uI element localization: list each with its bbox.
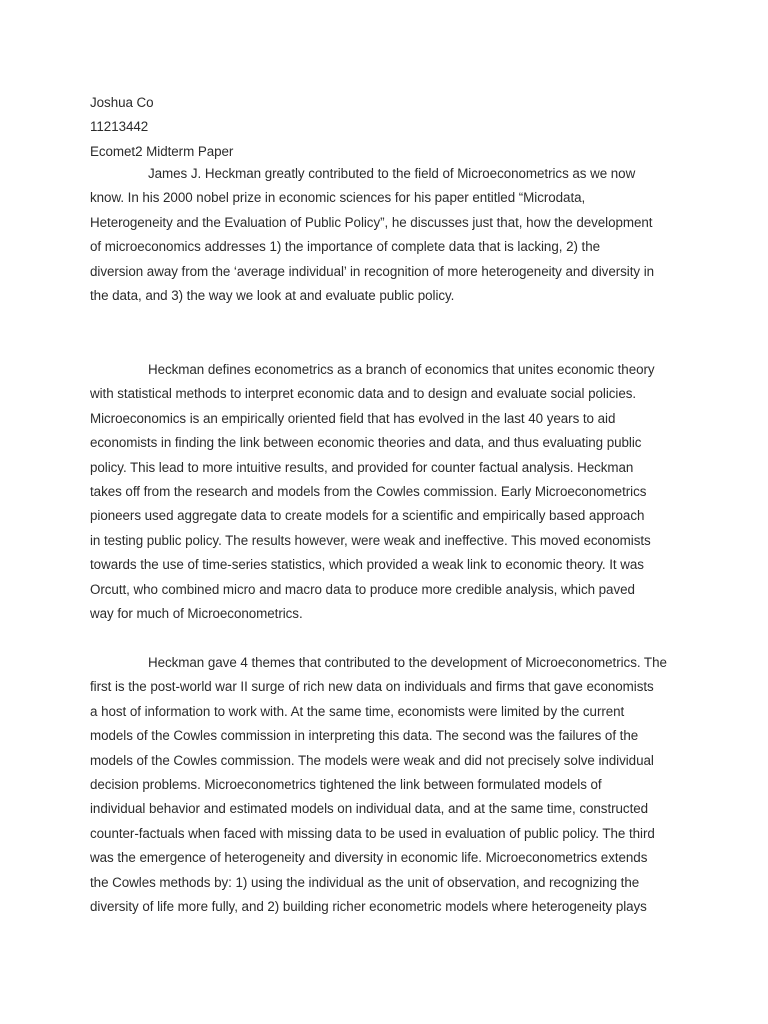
paragraph-line: Heckman gave 4 themes that contributed to the development of Microeconometrics. The (148, 655, 667, 670)
author-name: Joshua Co (90, 95, 154, 110)
student-id: 11213442 (90, 119, 149, 135)
paragraph-line: James J. Heckman greatly contributed to the field of Microeconometrics as we now (148, 166, 636, 181)
paragraph-line: in testing public policy. The results however, were weak and ineffective. This moved economists (90, 532, 651, 548)
paragraph-line: Microeconomics is an empirically oriented field that has evolved in the last 40 years to aid (90, 410, 616, 426)
paragraph-line: was the emergence of heterogeneity and diversity in economic life. Microeconometrics extends (90, 850, 648, 866)
paragraph-line: first is the post-world war II surge of rich new data on individuals and firms that gave economists (90, 679, 654, 695)
paragraph-line: way for much of Microeconometrics. (90, 605, 303, 621)
paragraph-line: decision problems. Microeconometrics tightened the link between formulated models of (90, 776, 602, 792)
paragraph-line: diversity of life more fully, and 2) building richer econometric models where heterogeneity plays (90, 898, 647, 914)
paragraph-line: Heckman defines econometrics as a branch of economics that unites economic theory (148, 362, 655, 377)
paragraph-line: Orcutt, who combined micro and macro data to produce more credible analysis, which paved (90, 581, 635, 597)
paragraph-line: the Cowles methods by: 1) using the individual as the unit of observation, and recognizing the (90, 874, 640, 890)
paragraph-line: policy. This lead to more intuitive results, and provided for counter factual analysis. Heckman (90, 459, 634, 475)
paragraph-1 (90, 162, 690, 308)
paragraph-line: towards the use of time-series statistics, which provided a weak link to economic theory. It was (90, 557, 644, 573)
paragraph-3 (90, 651, 690, 919)
paragraph-line: the data, and 3) the way we look at and evaluate public policy. (90, 287, 455, 303)
paragraph-line: economists in finding the link between economic theories and data, and thus evaluating public (90, 435, 642, 451)
document-header (90, 91, 233, 164)
paragraph-line: models of the Cowles commission. The models were weak and did not precisely solve individual (90, 752, 654, 768)
paragraph-line: know. In his 2000 nobel prize in economic sciences for his paper entitled “Microdata, (90, 190, 586, 206)
paragraph-line: Heterogeneity and the Evaluation of Public Policy”, he discusses just that, how the development (90, 214, 653, 230)
paragraph-line: individual behavior and estimated models on individual data, and at the same time, constructed (90, 801, 649, 817)
paper-title: Ecomet2 Midterm Paper (90, 143, 234, 159)
paragraph-line: a host of information to work with. At the same time, economists were limited by the current (90, 703, 625, 719)
paragraph-line: counter-factuals when faced with missing data to be used in evaluation of public policy. The third (90, 825, 655, 841)
paragraph-line: models of the Cowles commission in interpreting this data. The second was the failures of the (90, 728, 639, 744)
paragraph-line: diversion away from the ‘average individual’ in recognition of more heterogeneity and diversity in (90, 263, 655, 279)
paragraph-2 (90, 358, 690, 626)
paragraph-line: takes off from the research and models from the Cowles commission. Early Microeconometrics (90, 483, 647, 499)
paragraph-line: pioneers used aggregate data to create models for a scientific and empirically based approach (90, 508, 645, 524)
paragraph-line: with statistical methods to interpret economic data and to design and evaluate social policies. (90, 386, 637, 402)
paragraph-line: of microeconomics addresses 1) the importance of complete data that is lacking, 2) the (90, 239, 601, 255)
